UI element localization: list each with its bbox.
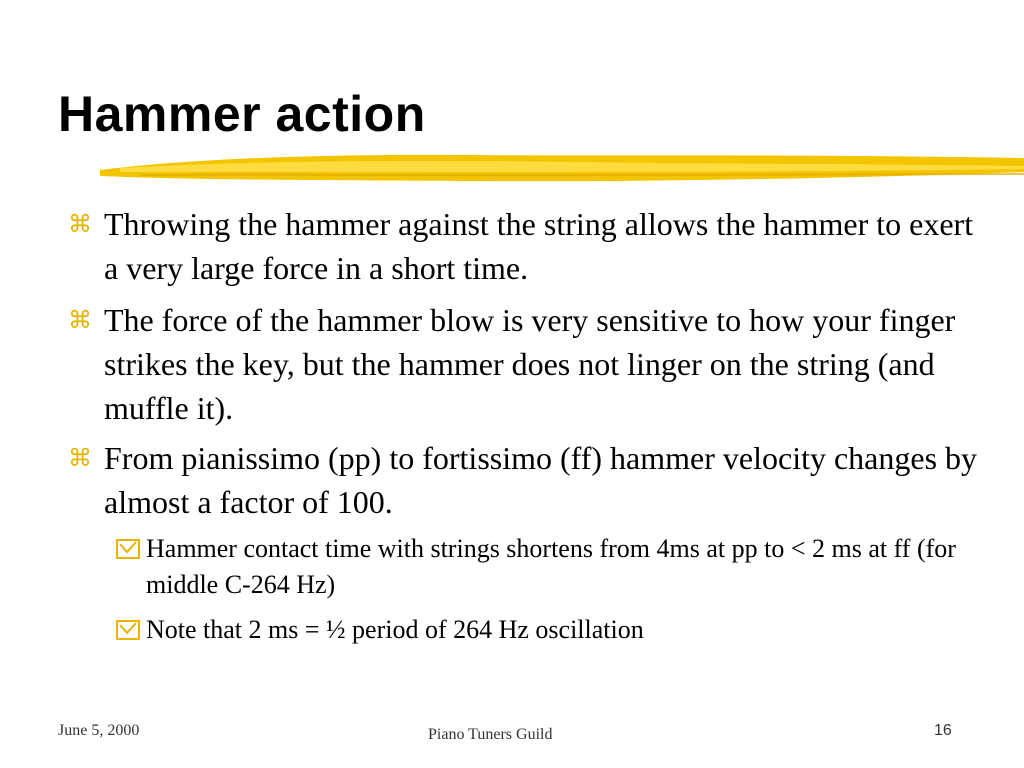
bullet-text-2: The force of the hammer blow is very sensitive to how your finger strikes the key, but the hammer does not linger on the string (and muffle it). bbox=[104, 302, 956, 426]
check-box-icon bbox=[116, 620, 140, 640]
command-key-icon: ⌘ bbox=[68, 306, 92, 334]
bullet-item-1 bbox=[68, 202, 984, 290]
slide-title: Hammer action bbox=[58, 86, 426, 142]
command-key-icon: ⌘ bbox=[68, 444, 92, 472]
bullet-text-1: Throwing the hammer against the string allows the hammer to exert a very large force in a short time. bbox=[104, 206, 974, 286]
sub-bullet-text-2: Note that 2 ms = ½ period of 264 Hz oscillation bbox=[146, 615, 644, 644]
footer-date: June 5, 2000 bbox=[58, 722, 140, 739]
check-box-icon bbox=[116, 539, 140, 559]
bullet-text-3: From pianissimo (pp) to fortissimo (ff) hammer velocity changes by almost a factor of 100. bbox=[104, 440, 978, 520]
command-key-icon: ⌘ bbox=[68, 210, 92, 238]
sub-bullet-text-1: Hammer contact time with strings shortens from 4ms at pp to < 2 ms at ff (for middle C-264 Hz) bbox=[146, 534, 956, 599]
sub-bullet-item-1 bbox=[146, 531, 976, 603]
slide-number: 16 bbox=[934, 722, 952, 739]
sub-bullet-item-2 bbox=[146, 612, 976, 648]
bullet-item-3 bbox=[68, 436, 984, 524]
bullet-item-2 bbox=[68, 298, 984, 430]
footer-organization: Piano Tuners Guild bbox=[428, 726, 553, 743]
title-underline-brushstroke bbox=[100, 148, 1024, 188]
